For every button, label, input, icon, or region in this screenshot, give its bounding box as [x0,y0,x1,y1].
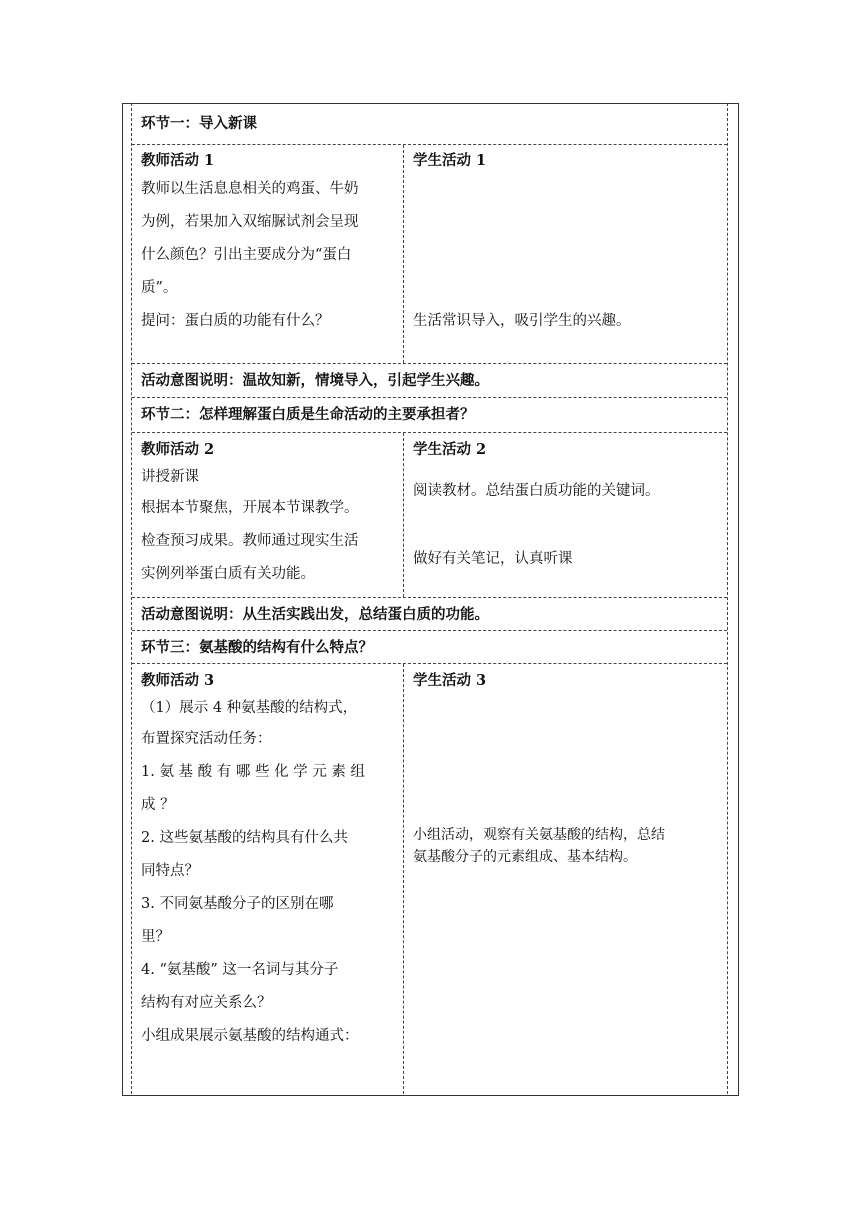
section3-teacher-line: （1）展示 4 种氨基酸的结构式， [141,700,358,716]
section2-student-line2: 做好有关笔记，认真听课 [413,551,573,567]
section1-teacher-line: 教师以生活息息相关的鸡蛋、牛奶 [141,181,359,197]
section3-header-row [132,631,727,664]
section2-student-cell [404,433,727,597]
section1-header-row [132,103,727,145]
section3-teacher-line: 布置探究活动任务： [141,731,272,747]
lesson-plan-table [131,103,728,1094]
section1-intent-row [132,364,727,398]
section3-teacher-line: 同特点？ [141,863,199,879]
section2-teacher-line: 根据本节聚焦，开展本节课教学。 [141,500,359,516]
section2-teacher-line: 讲授新课 [141,469,199,485]
section3-teacher-line: 里？ [141,929,170,945]
section3-teacher-line: 成 ？ [141,797,175,813]
section2-teacher-line: 实例列举蛋白质有关功能。 [141,566,315,582]
section1-activity-row [132,145,727,364]
section3-student-line2: 氨基酸分子的元素组成、基本结构。 [413,849,637,865]
section2-teacher-title: 教师活动 2 [141,441,215,458]
section1-teacher-title: 教师活动 1 [141,152,215,169]
section2-student-title: 学生活动 2 [413,441,487,458]
section2-student-line1: 阅读教材。总结蛋白质功能的关键词。 [413,483,660,499]
section2-activity-row [132,433,727,598]
section3-teacher-line: 2. 这些氨基酸的结构具有什么共 [141,830,348,846]
section1-student-title: 学生活动 1 [413,152,487,169]
section1-teacher-line: 为例，若果加入双缩脲试剂会呈现 [141,214,359,230]
section3-teacher-title: 教师活动 3 [141,672,215,689]
section3-student-cell [404,664,727,1094]
section3-teacher-line: 4. “氨基酸” 这一名词与其分子 [141,962,339,978]
section3-teacher-cell [132,664,404,1094]
section2-teacher-line: 检查预习成果。教师通过现实生活 [141,533,359,549]
section3-student-line1: 小组活动，观察有关氨基酸的结构，总结 [413,827,665,843]
section3-student-title: 学生活动 3 [413,672,487,689]
section2-header-row [132,398,727,433]
section1-header: 环节一：导入新课 [141,115,257,132]
section3-teacher-line: 3. 不同氨基酸分子的区别在哪 [141,896,334,912]
section3-header: 环节三：氨基酸的结构有什么特点？ [141,639,373,656]
section2-teacher-cell [132,433,404,597]
section2-intent: 活动意图说明：从生活实践出发，总结蛋白质的功能。 [141,606,489,623]
section1-teacher-cell [132,145,404,363]
section3-activity-row [132,664,727,1094]
section3-teacher-line: 结构有对应关系么？ [141,995,272,1011]
section3-teacher-line: 1. 氨 基 酸 有 哪 些 化 学 元 素 组 [141,764,366,780]
section3-teacher-line: 小组成果展示氨基酸的结构通式： [141,1028,359,1044]
section1-teacher-line: 质”。 [141,280,178,296]
section1-teacher-line: 什么颜色？引出主要成分为“蛋白 [141,247,352,263]
section1-student-cell [404,145,727,363]
section2-intent-row [132,598,727,631]
section1-student-text: 生活常识导入，吸引学生的兴趣。 [413,313,631,329]
section1-teacher-line: 提问：蛋白质的功能有什么？ [141,313,330,329]
section1-intent: 活动意图说明：温故知新，情境导入，引起学生兴趣。 [141,372,489,389]
section2-header: 环节二：怎样理解蛋白质是生命活动的主要承担者？ [141,406,475,423]
